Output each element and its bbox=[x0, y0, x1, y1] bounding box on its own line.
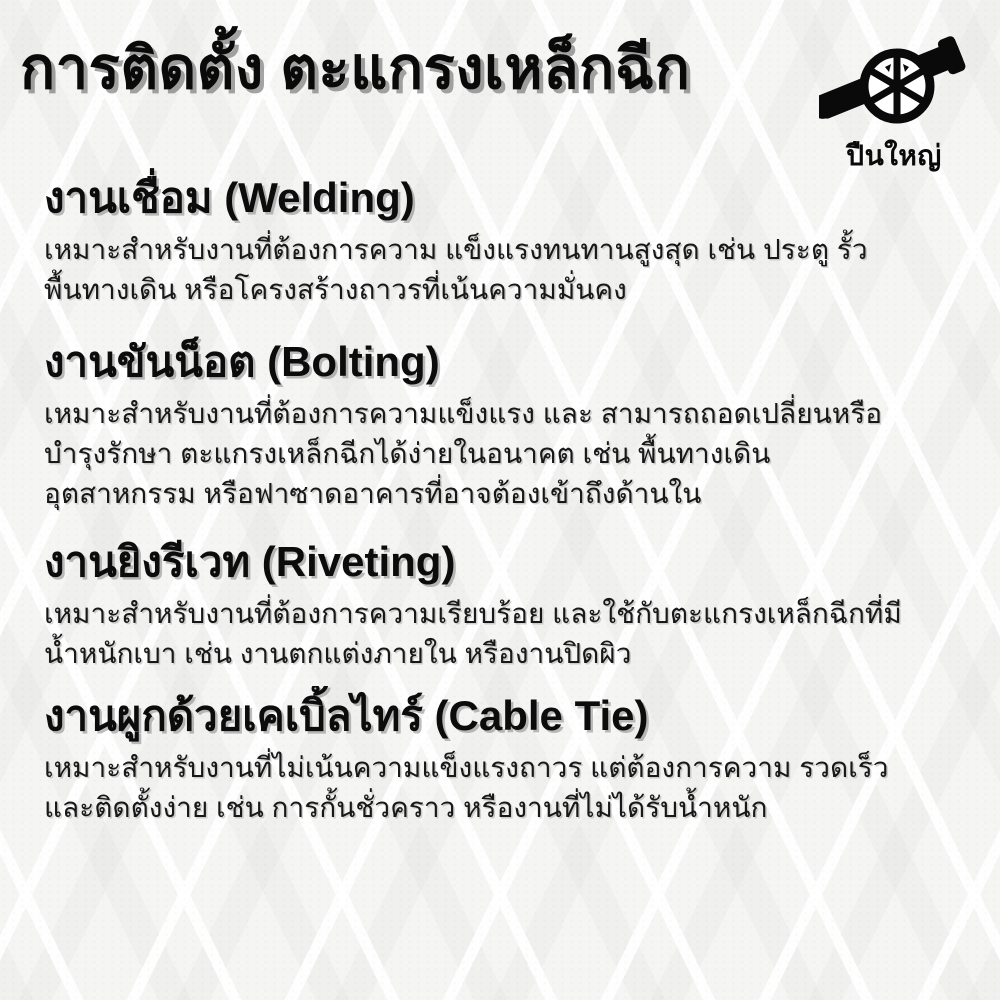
section-bolting-body bbox=[44, 394, 980, 514]
section-bolting-heading: งานขันน็อต (Bolting) bbox=[44, 338, 440, 385]
section-riveting bbox=[44, 532, 980, 674]
page-title: การติดตั้ง ตะแกรงเหล็กฉีก bbox=[20, 36, 691, 101]
body-line: เหมาะสำหรับงานที่ต้องการความแข็งแรง และ สามารถถอดเปลี่ยนหรือ bbox=[44, 398, 883, 429]
section-welding-heading: งานเชื่อม (Welding) bbox=[44, 174, 415, 221]
body-line: พื้นทางเดิน หรือโครงสร้างถาวรที่เน้นความมั่นคง bbox=[44, 274, 627, 305]
section-bolting bbox=[44, 332, 980, 514]
section-welding-body bbox=[44, 230, 980, 310]
cannon-icon bbox=[819, 20, 969, 132]
brand-name: ปืนใหญ่ bbox=[846, 140, 942, 171]
section-cable-tie-heading: งานผูกด้วยเคเบิ้ลไทร์ (Cable Tie) bbox=[44, 692, 649, 739]
body-line: เหมาะสำหรับงานที่ไม่เน้นความแข็งแรงถาวร แต่ต้องการความ รวดเร็ว bbox=[44, 752, 889, 783]
body-line: บำรุงรักษา ตะแกรงเหล็กฉีกได้ง่ายในอนาคต เช่น พื้นทางเดิน bbox=[44, 438, 771, 469]
section-riveting-body bbox=[44, 594, 980, 674]
section-cable-tie bbox=[44, 686, 980, 828]
brand-logo bbox=[814, 20, 974, 178]
section-cable-tie-body bbox=[44, 748, 980, 828]
section-welding bbox=[44, 168, 980, 310]
body-line: น้ำหนักเบา เช่น งานตกแต่งภายใน หรืองานปิดผิว bbox=[44, 638, 632, 669]
body-line: และติดตั้งง่าย เช่น การกั้นชั่วคราว หรืองานที่ไม่ได้รับน้ำหนัก bbox=[44, 792, 768, 823]
body-line: อุตสาหกรรม หรือฟาซาดอาคารที่อาจต้องเข้าถึงด้านใน bbox=[44, 478, 702, 509]
body-line: เหมาะสำหรับงานที่ต้องการความเรียบร้อย และใช้กับตะแกรงเหล็กฉีกที่มี bbox=[44, 598, 902, 629]
body-line: เหมาะสำหรับงานที่ต้องการความ แข็งแรงทนทานสูงสุด เช่น ประตู รั้ว bbox=[44, 234, 868, 265]
section-riveting-heading: งานยิงรีเวท (Riveting) bbox=[44, 538, 456, 585]
